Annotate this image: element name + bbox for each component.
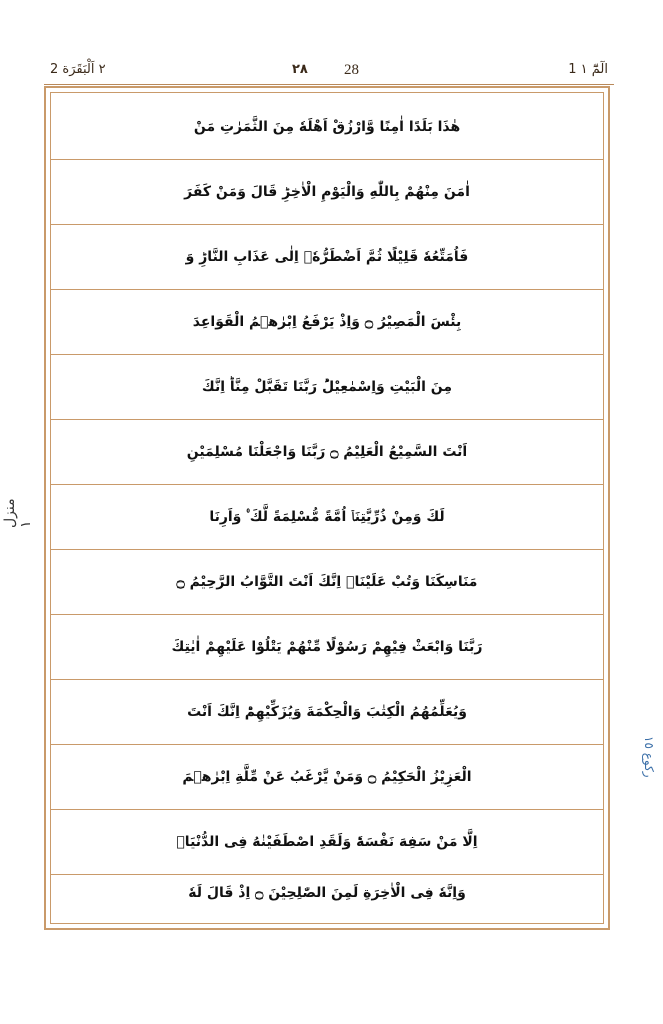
verse-line-9: رَبَّنَا وَابْعَثْ فِيْهِمْ رَسُوْلًا مِّنْهُمْ يَتْلُوْا عَلَيْهِمْ اٰيٰتِكَ [171, 639, 483, 655]
page-number-arabic: ٢٨ [292, 62, 308, 77]
verse-line-8: مَنَاسِكَنَا وَتُبْ عَلَيْنَاۚ اِنَّكَ اَنْتَ التَّوَّابُ الرَّحِيْمُ ۝ [176, 574, 478, 590]
ruku-marker: ركوع ١٥ [642, 736, 656, 778]
juz-name: 1 الٓمّٓ ١ [568, 62, 608, 77]
verse-line-3: فَاُمَتِّعُهٗ قَلِيْلًا ثُمَّ اَضْطَرُّهٗۤ اِلٰى عَذَابِ النَّارِؕ وَ [185, 249, 469, 265]
verse-line-11: الْعَزِيْزُ الْحَكِيْمُ ۝ وَمَنْ يَّرْغَبُ عَنْ مِّلَّةِ اِبْرٰهٖمَ [182, 769, 472, 785]
verse-line-1: هٰذَا بَلَدًا اٰمِنًا وَّارْزُقْ اَهْلَهٗ مِنَ الثَّمَرٰتِ مَنْ [193, 119, 461, 135]
surah-name: ٢ اَلْبَقَرَة 2 [50, 62, 106, 77]
page-number: 28 [344, 62, 359, 78]
verse-line-2: اٰمَنَ مِنْهُمْ بِاللّٰهِ وَالْيَوْمِ الْاٰخِرِؕ قَالَ وَمَنْ كَفَرَ [184, 184, 470, 200]
verse-line-7: لَكَ وَمِنْ ذُرِّيَّتِنَاۤ اُمَّةً مُّسْلِمَةً لَّكَ ۠ وَاَرِنَا [209, 509, 445, 525]
manzil-marker: منزل ١ [2, 498, 34, 528]
text-frame [44, 86, 610, 930]
text-frame-inner [50, 92, 604, 924]
header-divider [44, 84, 614, 85]
verse-line-10: وَيُعَلِّمُهُمُ الْكِتٰبَ وَالْحِكْمَةَ وَيُزَكِّيْهِمْؕ اِنَّكَ اَنْتَ [187, 704, 467, 720]
page-header [44, 62, 614, 82]
verse-line-4: بِئْسَ الْمَصِيْرُ ۝ وَاِذْ يَرْفَعُ اِبْرٰهٖمُ الْقَوَاعِدَ [192, 314, 462, 330]
verse-line-6: اَنْتَ السَّمِيْعُ الْعَلِيْمُ ۝ رَبَّنَا وَاجْعَلْنَا مُسْلِمَيْنِ [186, 444, 468, 460]
verse-line-12: اِلَّا مَنْ سَفِهَ نَفْسَهٗؕ وَلَقَدِ اصْطَفَيْنٰهُ فِى الدُّنْيَاۚ [176, 834, 478, 850]
verse-line-13: وَاِنَّهٗ فِى الْاٰخِرَةِ لَمِنَ الصّٰلِحِيْنَ ۝ اِذْ قَالَ لَهٗ [188, 885, 466, 901]
verse-line-5: مِنَ الْبَيْتِ وَاِسْمٰعِيْلُؕ رَبَّنَا تَقَبَّلْ مِنَّاؕ اِنَّكَ [201, 379, 453, 395]
